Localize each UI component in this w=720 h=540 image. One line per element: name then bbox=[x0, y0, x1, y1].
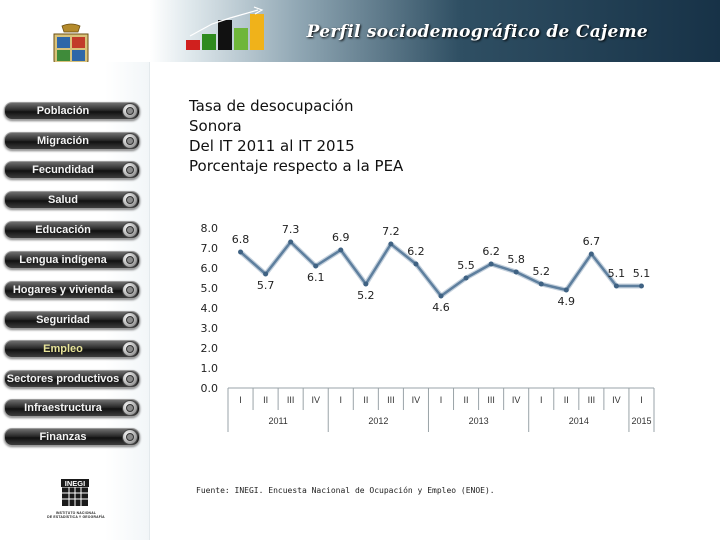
x-tick-label: IV bbox=[511, 395, 521, 405]
x-tick-label: III bbox=[286, 395, 295, 405]
nav-button-hogares-vivienda[interactable] bbox=[4, 281, 140, 299]
x-group-label: 2015 bbox=[631, 416, 652, 426]
nav-button-migracion[interactable] bbox=[4, 132, 140, 150]
x-tick-label: IV bbox=[311, 395, 320, 405]
nav-button-salud[interactable] bbox=[4, 191, 140, 209]
data-point bbox=[614, 284, 619, 289]
inegi-caption-line1: INSTITUTO NACIONAL bbox=[55, 511, 97, 515]
data-point bbox=[338, 248, 343, 253]
data-label: 5.2 bbox=[532, 265, 550, 278]
nav-label: Migración bbox=[37, 135, 89, 147]
heading-line-period: Del IT 2011 al IT 2015 bbox=[189, 137, 355, 155]
x-tick-label: IV bbox=[612, 395, 621, 405]
data-point bbox=[564, 288, 569, 293]
data-label: 6.2 bbox=[407, 245, 425, 258]
nav-button-lengua-indigena[interactable] bbox=[4, 251, 140, 269]
bar-chart-arrow-icon bbox=[182, 6, 278, 58]
x-tick-label: I bbox=[339, 395, 343, 405]
header-banner bbox=[0, 0, 720, 62]
nav-label: Lengua indígena bbox=[19, 254, 107, 266]
x-tick-label: III bbox=[487, 395, 495, 405]
knob-icon bbox=[122, 133, 138, 149]
data-label: 4.6 bbox=[432, 301, 450, 314]
y-tick-label: 1.0 bbox=[200, 362, 218, 375]
heading-line-region: Sonora bbox=[189, 117, 242, 135]
nav-button-educacion[interactable] bbox=[4, 221, 140, 239]
data-label: 5.2 bbox=[357, 289, 375, 302]
heading-line-title: Tasa de desocupación bbox=[189, 97, 354, 115]
data-point bbox=[639, 284, 644, 289]
x-tick-label: III bbox=[387, 395, 395, 405]
knob-icon bbox=[122, 222, 138, 238]
data-point bbox=[313, 264, 318, 269]
data-point bbox=[238, 250, 243, 255]
data-point bbox=[388, 242, 393, 247]
nav-label: Población bbox=[36, 105, 90, 117]
nav-button-empleo[interactable] bbox=[4, 340, 140, 358]
data-point bbox=[288, 240, 293, 245]
data-label: 5.7 bbox=[256, 279, 275, 292]
knob-icon bbox=[122, 103, 138, 119]
source-note: Fuente: INEGI. Encuesta Nacional de Ocupación y Empleo (ENOE). bbox=[196, 486, 495, 495]
y-tick-label: 7.0 bbox=[200, 242, 218, 255]
data-point bbox=[464, 276, 469, 281]
data-point bbox=[439, 294, 444, 299]
inegi-caption bbox=[38, 511, 114, 519]
x-tick-label: I bbox=[640, 395, 643, 405]
data-point bbox=[263, 272, 268, 277]
knob-icon bbox=[122, 282, 138, 298]
data-point bbox=[514, 270, 519, 275]
nav-label: Salud bbox=[48, 194, 78, 206]
nav-button-finanzas[interactable] bbox=[4, 428, 140, 446]
nav-button-poblacion[interactable] bbox=[4, 102, 140, 120]
nav-label: Educación bbox=[35, 224, 91, 236]
y-tick-label: 4.0 bbox=[200, 302, 218, 315]
data-label: 6.9 bbox=[332, 231, 350, 244]
nav-label: Hogares y vivienda bbox=[12, 284, 114, 296]
inegi-caption-line2: DE ESTADÍSTICA Y GEOGRAFÍA bbox=[47, 515, 105, 519]
data-point bbox=[539, 282, 544, 287]
data-label: 5.5 bbox=[457, 259, 475, 272]
y-tick-label: 8.0 bbox=[200, 222, 218, 235]
data-label: 5.8 bbox=[507, 253, 525, 266]
data-label: 6.7 bbox=[582, 235, 601, 248]
x-tick-label: I bbox=[439, 395, 443, 405]
knob-icon bbox=[122, 400, 138, 416]
x-group-label: 2012 bbox=[368, 416, 389, 426]
y-tick-label: 3.0 bbox=[200, 322, 218, 335]
data-point bbox=[489, 262, 494, 267]
nav-label: Seguridad bbox=[36, 314, 90, 326]
data-label: 6.1 bbox=[306, 271, 325, 284]
knob-icon bbox=[122, 162, 138, 178]
x-tick-label: II bbox=[263, 395, 269, 405]
series-line bbox=[241, 242, 642, 296]
data-label: 5.1 bbox=[632, 267, 651, 280]
chart-heading bbox=[189, 96, 403, 176]
y-tick-label: 6.0 bbox=[200, 262, 218, 275]
nav-button-seguridad[interactable] bbox=[4, 311, 140, 329]
x-group-label: 2011 bbox=[268, 416, 288, 426]
knob-icon bbox=[122, 192, 138, 208]
data-point bbox=[589, 252, 594, 257]
nav-label: Empleo bbox=[43, 343, 83, 355]
x-tick-label: III bbox=[587, 395, 596, 405]
x-tick-label: I bbox=[239, 395, 242, 405]
data-label: 7.3 bbox=[281, 223, 300, 236]
x-tick-label: II bbox=[363, 395, 369, 405]
data-label: 4.9 bbox=[557, 295, 576, 308]
knob-icon bbox=[122, 252, 138, 268]
y-tick-label: 5.0 bbox=[200, 282, 218, 295]
nav-label: Finanzas bbox=[39, 431, 87, 443]
x-tick-label: II bbox=[563, 395, 569, 405]
knob-icon bbox=[122, 341, 138, 357]
nav-button-fecundidad[interactable] bbox=[4, 161, 140, 179]
nav-label: Infraestructura bbox=[24, 402, 102, 414]
knob-icon bbox=[122, 371, 138, 387]
data-point bbox=[363, 282, 368, 287]
data-label: 6.2 bbox=[482, 245, 500, 258]
unemployment-line-chart bbox=[184, 214, 659, 434]
data-label: 5.1 bbox=[607, 267, 626, 280]
y-tick-label: 2.0 bbox=[200, 342, 218, 355]
nav-button-infraestructura[interactable] bbox=[4, 399, 140, 417]
nav-button-sectores-productivos[interactable] bbox=[4, 370, 140, 388]
y-tick-label: 0.0 bbox=[200, 382, 218, 395]
page-title: Perfil sociodemográfico de Cajeme bbox=[306, 22, 648, 42]
x-tick-label: II bbox=[463, 395, 469, 405]
knob-icon bbox=[122, 429, 138, 445]
data-point bbox=[413, 262, 418, 267]
x-tick-label: I bbox=[539, 395, 543, 405]
heading-line-unit: Porcentaje respecto a la PEA bbox=[189, 157, 404, 175]
inegi-logo-text: INEGI bbox=[64, 479, 86, 488]
data-label: 7.2 bbox=[382, 225, 400, 238]
x-group-label: 2013 bbox=[468, 416, 489, 426]
knob-icon bbox=[122, 312, 138, 328]
x-tick-label: IV bbox=[411, 395, 421, 405]
nav-label: Fecundidad bbox=[32, 164, 94, 176]
data-label: 6.8 bbox=[231, 233, 250, 246]
x-group-label: 2014 bbox=[568, 416, 589, 426]
nav-label: Sectores productivos bbox=[6, 373, 120, 385]
